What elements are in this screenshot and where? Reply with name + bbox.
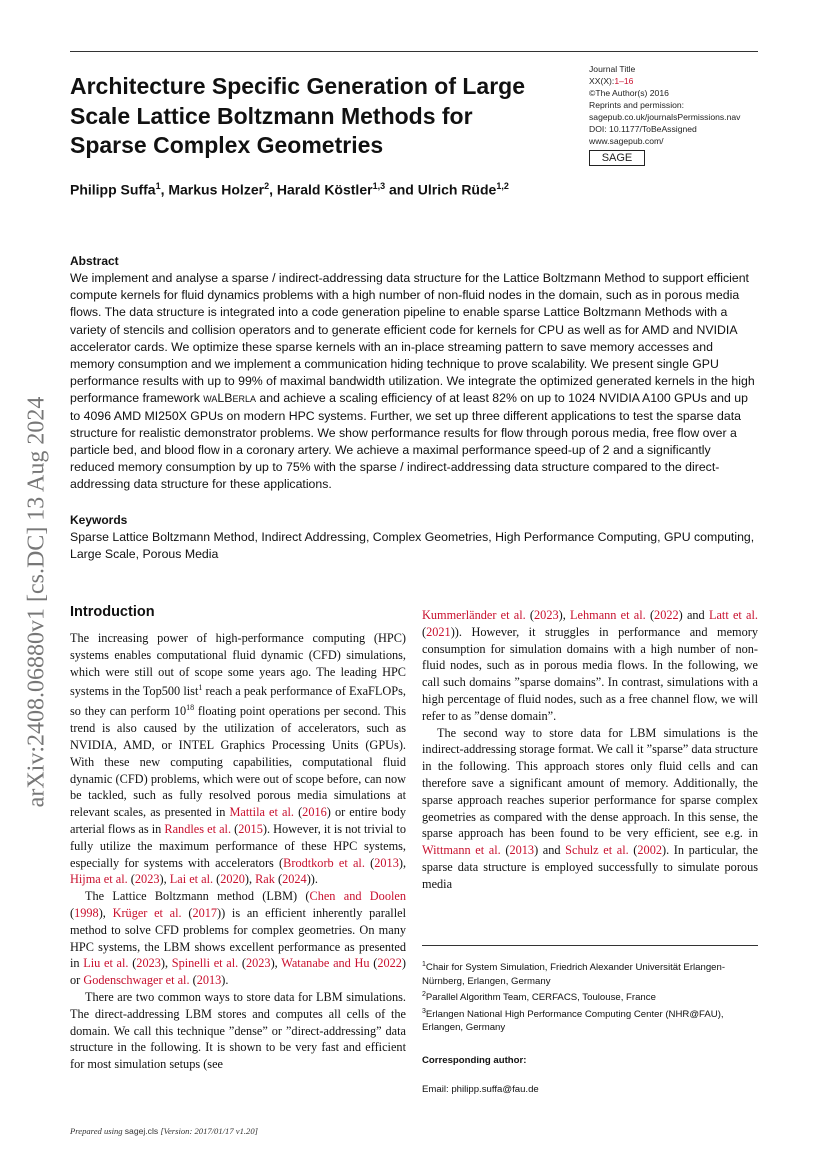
citation-year-link[interactable]: 2022 [654,608,679,622]
citation-link[interactable]: Spinelli et al. [171,956,239,971]
text-run: ), [98,905,113,920]
text-run: )) is an efficient inherently parallel method to solve CFD problems for complex geometries. On many HPC systems, the LBM shows excellent performance as presented in [70,905,406,971]
journal-doi: DOI: 10.1177/ToBeAssigned [589,124,697,134]
citation-link[interactable]: Latt et al. [708,608,759,622]
text-run: ( [181,905,193,920]
paragraph [422,725,758,893]
citation-link[interactable]: Lehmann et al. [570,608,646,622]
framework-name: waLBerla [203,391,256,406]
left-column [70,630,406,1073]
author-name: Philipp Suffa [70,181,156,198]
text-run: ) or [70,956,407,988]
author-affiliation: 1,3 [372,181,386,191]
citation-link[interactable]: Chen and Doolen [309,889,406,904]
text-run: )). [306,872,318,887]
journal-reprints: Reprints and permission: [589,100,685,110]
corresponding-author-heading: Corresponding author: [422,1055,527,1066]
text-run: reach a peak performance of ExaFLOPs, so they can perform 10 [70,684,406,719]
page-footer [70,1126,258,1136]
journal-pages-link[interactable]: 1–16 [614,76,634,86]
paper-title: Architecture Specific Generation of Large Scale Lattice Boltzmann Methods for Sparse Complex Geometries [70,73,526,158]
footnote [422,988,758,1005]
author-affiliation: 1 [155,181,161,191]
citation-link[interactable]: Liu et al. [83,956,129,971]
text-run: ), [558,608,571,622]
text-run: ( [364,855,375,870]
author-separator: , [269,181,277,198]
right-column [422,607,758,893]
footer-prefix: Prepared using [70,1126,125,1136]
text-run: ( [189,973,197,988]
citation-link[interactable]: Lai et al. [169,872,214,887]
footnote-mark: 2 [422,991,426,998]
author-affiliation: 2 [264,181,270,191]
citation-year-link[interactable]: 2024 [282,872,307,887]
journal-website: www.sagepub.com/ [589,136,664,146]
keywords-body: Sparse Lattice Boltzmann Method, Indirect Addressing, Complex Geometries, High Performance Computing, GPU computing, Large Scale, Porous Media [70,530,755,562]
author-separator: , [160,181,169,198]
footnotes [422,958,758,1035]
text-run: ( [70,905,75,920]
footnote-text: Erlangen National High Performance Computing Center (NHR@FAU), Erlangen, Germany [422,1008,724,1034]
text-run: The increasing power of high-performance computing (HPC) systems enables computational fluid dynamic (CFD) simulations, which were still out of scope some years ago. The leading HPC systems in the Top500 list [70,631,406,699]
citation-link[interactable]: Hijma et al. [70,872,128,887]
citation-link[interactable]: Kummerländer et al. [422,608,526,622]
journal-meta [589,63,789,147]
citation-link[interactable]: Schulz et al. [565,843,629,858]
text-run: The second way to store data for LBM simulations is the indirect-addressing storage format. We call it ”sparse” data structure in the following. This approach stores only fluid cells and can therefore save a significant amount of memory. Additionally, the sparse approach reaches superior performance for sparse complex geometries as compared with the dense approach. In this sense, the sparse approach has been found to be very efficient, see e.g. in [422,725,758,841]
text-run: floating point operations per second. This trend is also caused by the utilization of accelerators, such as NVIDIA, AMD, or INTEL Graphics Processing Units (GPUs). With these new computing capabilities, computational fluid dynamic (CFD) problems, which were out of scope before, can now be tackled, such as fully resolved porous media simulations at relevant scales, as presented in [70,704,406,820]
citation-link[interactable]: Godenschwager et al. [83,973,190,988]
text-run: ( [369,956,378,971]
footnote-marker[interactable]: 1 [198,683,203,693]
footnote-text: Parallel Algorithm Team, CERFACS, Toulouse, France [425,992,656,1004]
footnote-mark: 1 [422,961,426,968]
abstract-text: We implement and analyse a sparse / indirect-addressing data structure for the Lattice Boltzmann Method to support efficient compute kernels for fluid dynamics problems with a high number of non-fluid nodes in the domain, such as in porous media flows. The data structure is integrated into a code generation pipeline to enable sparse Lattice Boltzmann Methods with a variety of stencils and collision operators and to generate efficient code for kernels for CPU as well as for AMD and NVIDIA accelerator cards. We optimize these sparse kernels with an in-place streaming pattern to save memory accesses and memory consumption and we implement a communication hiding technique to prove scalability. We present single GPU performance results with up to 99% of maximal bandwidth utilization. We integrate the optimized generated kernels in the high performance framework [70,271,755,406]
journal-volume [589,75,789,87]
journal-name: Journal Title [589,64,636,74]
citation-link[interactable]: Randles et al. [164,821,232,836]
author-name: Harald Köstler [276,181,373,198]
text-run: ( [293,805,303,820]
text-run: ), [160,956,172,971]
text-run: The Lattice Boltzmann method (LBM) ( [85,889,310,904]
text-run: ( [525,608,535,622]
citation-link[interactable]: Brodtkorb et al. [283,855,365,870]
text-run: ( [500,843,510,858]
text-run: ). In particular, the sparse data structure is employed successfully to simulate porous media [422,843,758,891]
sage-logo: SAGE [589,150,645,166]
corresponding-email[interactable]: Email: philipp.suffa@fau.de [422,1084,539,1095]
arxiv-stamp: arXiv:2408.06880v1 [cs.DC] 13 Aug 2024 [23,396,50,808]
citation-link[interactable]: Rak [255,872,275,887]
citation-year-link[interactable]: 2020 [220,872,245,887]
citation-year-link[interactable]: 2013 [196,973,222,988]
citation-year-link[interactable]: 2022 [377,956,402,971]
text-run: )). However, it struggles in performance and memory consumption for simulation domains with a high number of non-fluid nodes, such as in porous media flows. In the following, we call such domains ”sparse domains”. In contrast, simulations with a high percentage of fluid nodes, such as a free channel flow, we will refer to as ”dense domain”. [422,624,758,723]
citation-year-link[interactable]: 2021 [426,624,451,639]
text-run: ). [221,973,229,988]
footnote-mark: 3 [422,1007,426,1015]
footnote [422,958,758,988]
text-run: ). However, it is not trivial to fully utilize the maximum performance of these HPC systems, especially for systems with accelerators ( [70,821,406,870]
text-run: ) and [678,608,709,622]
text-run: ) and [534,843,566,858]
abstract-heading: Abstract [70,254,119,268]
citation-year-link[interactable]: 2015 [238,821,263,836]
footer-class-name: sagej.cls [124,1126,159,1136]
text-run: ( [231,821,239,836]
footnote-text: Chair for System Simulation, Friedrich Alexander Universität Erlangen-Nürnberg, Erlangen, Germany [422,962,726,987]
text-run: ( [422,624,427,639]
text-run: ( [628,843,638,858]
exponent: 18 [186,703,195,713]
text-run: ( [127,872,135,887]
text-run: ( [645,608,655,622]
citation-link[interactable]: Krüger et al. [112,905,182,920]
paragraph [422,607,758,725]
citation-year-link[interactable]: 2023 [136,956,161,971]
citation-year-link[interactable]: 2023 [134,872,160,887]
paragraph [70,989,406,1073]
text-run: ( [238,956,246,971]
text-run: ), [270,956,282,971]
abstract-text: and achieve a scaling efficiency of at least 82% on up to 1024 NVIDIA A100 GPUs and up to 4096 AMD MI250X GPUs on modern HPC systems. Further, we set up three different applications to test the sparse data structure for realistic demonstrator problems. We show performance results for flow through porous media, free flow over a particle bed, and blood flow in a coronary artery. We achieve a maximal performance speed-up of 2 and a significantly reduced memory consumption by up to 75% with the sparse / indirect-addressing data structure compared to the direct-addressing data structure for these applications. [70,391,748,492]
footer-suffix: [Version: 2017/01/17 v1.20] [158,1126,258,1136]
text-run: ), [398,855,407,870]
citation-year-link[interactable]: 2023 [534,608,559,622]
text-run: ( [213,872,221,887]
citation-year-link[interactable]: 2013 [374,855,399,870]
text-run: ( [274,872,283,887]
text-run: There are two common ways to store data for LBM simulations. The direct-addressing LBM stores and computes all cells of the domain. We call this technique ”dense” or ”direct-addressing” data structure in the following. It is shown to be very fast and efficient for most simulation setups (see [70,989,406,1072]
footnote-rule [422,945,758,946]
text-run: ( [128,956,137,971]
keywords-heading: Keywords [70,513,128,527]
citation-year-link[interactable]: 2013 [509,843,535,858]
text-run: ) or entire body arterial flows as in [70,805,406,836]
citation-link[interactable]: Watanabe and Hu [281,956,370,971]
author-affiliation: 1,2 [496,181,509,191]
abstract-body [70,270,757,494]
citation-year-link[interactable]: 2023 [245,956,271,971]
author-name: Ulrich Rüde [417,181,497,198]
author-separator: and [385,181,418,198]
top-rule [70,51,758,52]
footnote [422,1005,758,1035]
citation-year-link[interactable]: 1998 [74,905,99,920]
author-name: Markus Holzer [168,181,265,198]
intro-heading: Introduction [70,604,155,620]
author-list [70,181,509,198]
text-run: ), [244,872,256,887]
journal-copyright: ©The Author(s) 2016 [589,88,669,98]
citation-year-link[interactable]: 2017 [192,905,218,920]
citation-link[interactable]: Wittmann et al. [422,843,501,858]
journal-volume-prefix: XX(X): [589,76,615,86]
journal-permissions-url: sagepub.co.uk/journalsPermissions.nav [589,112,741,122]
paragraph [70,888,406,989]
citation-year-link[interactable]: 2002 [637,843,662,858]
citation-year-link[interactable]: 2016 [302,805,327,820]
text-run: ), [159,872,170,887]
citation-link[interactable]: Mattila et al. [229,805,294,820]
paragraph [70,630,406,888]
